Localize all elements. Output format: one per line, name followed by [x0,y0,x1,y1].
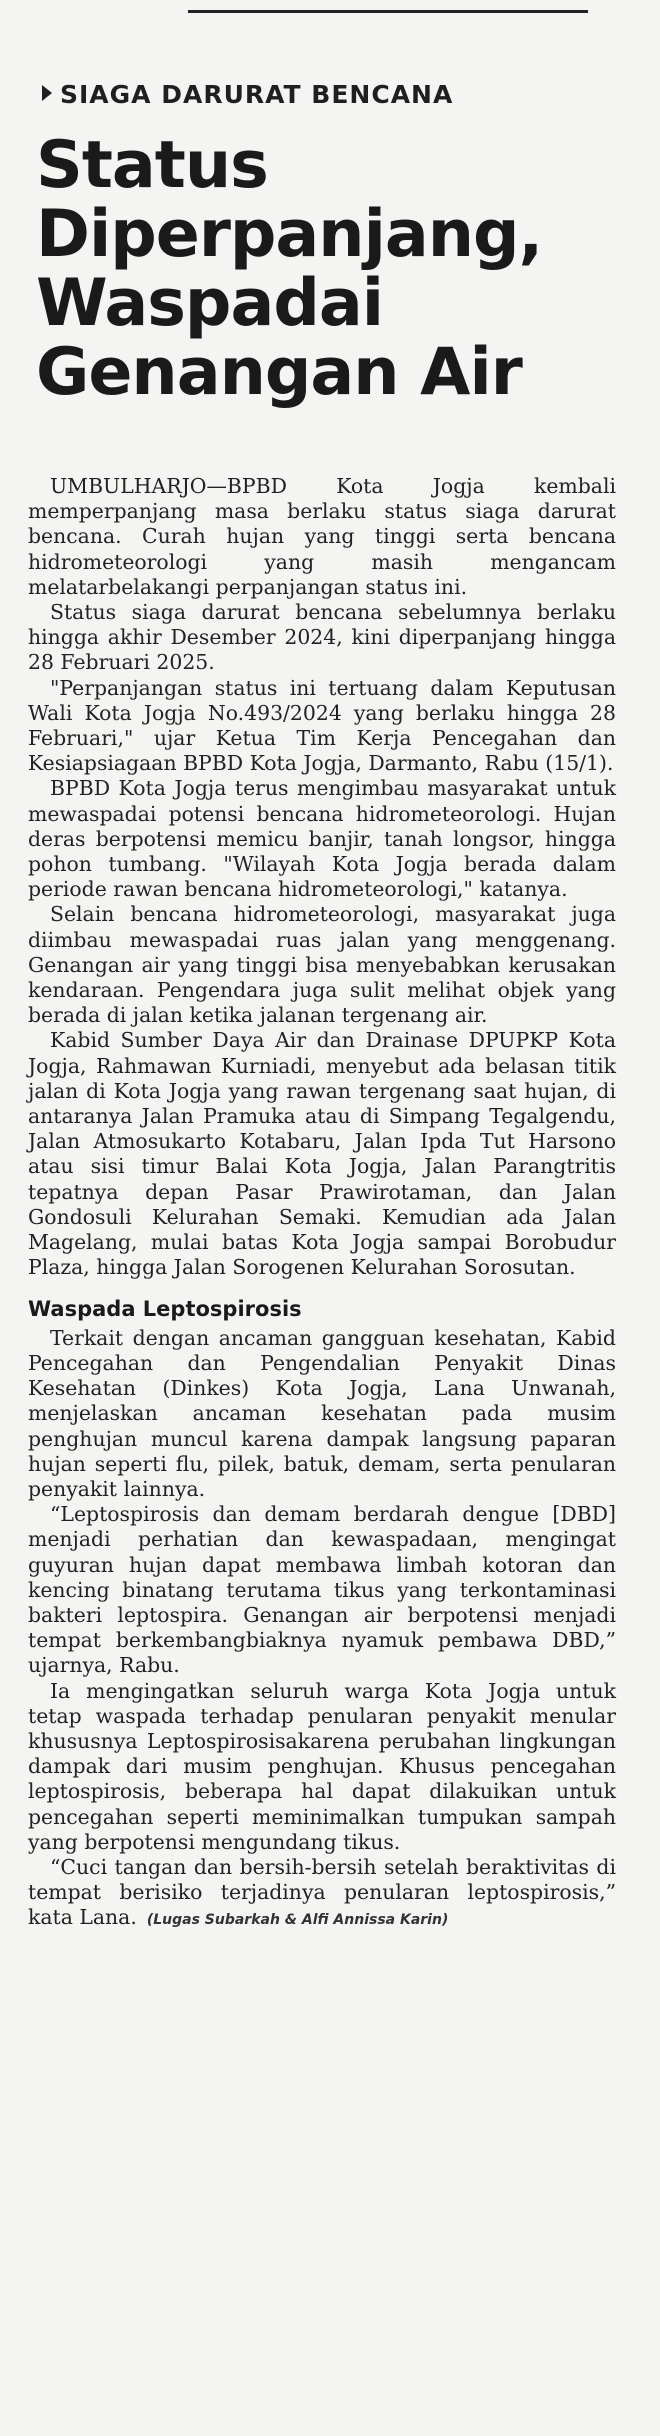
headline [36,128,616,410]
byline-credit: (Lugas Subarkah & Alfi Annissa Karin) [146,1912,449,1929]
headline-line: Genangan Air [36,334,522,410]
kicker-text: SIAGA DARURAT BENCANA [60,80,454,109]
paragraph: Kabid Sumber Daya Air dan Drainase DPUPKP Kota Jogja, Rahmawan Kurniadi, menyebut ada belasan titik jalan di Kota Jogja yang rawan tergenang saat hujan, di antaranya Jalan Pramuka atau di Simpang Tegalgendu, Jalan Atmosukarto Kotabaru, Jalan Ipda Tut Harsono atau sisi timur Balai Kota Jogja, Jalan Parangtritis tepatnya depan Pasar Prawirotaman, dan Jalan Gondosuli Kelurahan Semaki. Kemudian ada Jalan Magelang, mulai batas Kota Jogja sampai Borobudur Plaza, hingga Jalan Sorogenen Kelurahan Sorosutan. [28,1028,616,1280]
paragraph: Status siaga darurat bencana sebelumnya berlaku hingga akhir Desember 2024, kini diperpanjang hingga 28 Februari 2025. [28,600,616,675]
headline-line: Diperpanjang, [36,196,543,272]
headline-line: Waspadai [36,265,383,341]
subheading: Waspada Leptospirosis [28,1296,302,1321]
paragraph: “Leptospirosis dan demam berdarah dengue [DBD] menjadi perhatian dan kewaspadaan, mengingat guyuran hujan dapat membawa limbah kotoran dan kencing binatang terutama tikus yang terkontaminasi bakteri leptospira. Genangan air berpotensi menjadi tempat berkembangbiaknya nyamuk pembawa DBD,” ujarnya, Rabu. [28,1502,616,1678]
last-paragraph [28,1855,616,1934]
paragraph-text: “Cuci tangan dan bersih-bersih setelah beraktivitas di tempat berisiko terjadinya penularan leptospirosis,” kata Lana. [28,1854,616,1930]
top-rule [188,10,588,13]
paragraph: "Perpanjangan status ini tertuang dalam Keputusan Wali Kota Jogja No.493/2024 yang berlaku hingga 28 Februari," ujar Ketua Tim Kerja Pencegahan dan Kesiapsiagaan BPBD Kota Jogja, Darmanto, Rabu (15/1). [28,675,616,776]
paragraph: BPBD Kota Jogja terus mengimbau masyarakat untuk mewaspadai potensi bencana hidrometeorologi. Hujan deras berpotensi memicu banjir, tanah longsor, hingga pohon tumbang. "Wilayah Kota Jogja berada dalam periode rawan bencana hidrometeorologi," katanya. [28,776,616,902]
paragraph: UMBULHARJO—BPBD Kota Jogja kembali memperpanjang masa berlaku status siaga darurat bencana. Curah hujan yang tinggi serta bencana hidrometeorologi yang masih mengancam melatarbelakangi perpanjangan status ini. [28,474,616,599]
headline-line: Status [36,128,268,203]
section-kicker [42,80,453,109]
paragraph: Terkait dengan ancaman gangguan kesehatan, Kabid Pencegahan dan Pengendalian Penyakit Dinas Kesehatan (Dinkes) Kota Jogja, Lana Unwanah, menjelaskan ancaman kesehatan pada musim penghujan muncul karena dampak langsung paparan hujan seperti flu, pilek, batuk, demam, serta penularan penyakit lainnya. [28,1325,616,1501]
paragraph: Ia mengingatkan seluruh warga Kota Jogja untuk tetap waspada terhadap penularan penyakit menular khususnya Leptospirosisakarena perubahan lingkungan dampak dari musim penghujan. Khusus pencegahan leptospirosis, beberapa hal dapat dilakuikan untuk pencegahan seperti meminimalkan tumpukan sampah yang berpotensi mengundang tikus. [28,1678,616,1854]
paragraph: Selain bencana hidrometeorologi, masyarakat juga diimbau mewaspadai ruas jalan yang menggenang. Genangan air yang tinggi bisa menyebabkan kerusakan kendaraan. Pengendara juga sulit melihat objek yang berada di jalan ketika jalanan tergenang air. [28,902,616,1028]
article-body [28,474,616,1934]
triangle-bullet-icon [42,85,52,101]
